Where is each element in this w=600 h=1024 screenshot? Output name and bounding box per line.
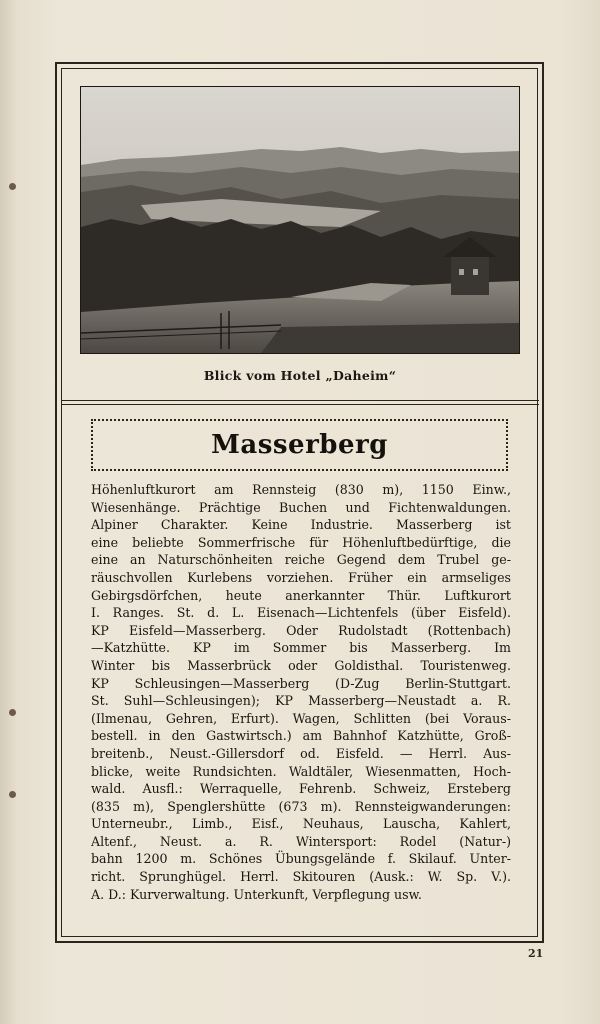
body-line: KP Schleusingen—Masserberg (D-Zug Berlin-Stuttgart.: [91, 675, 511, 691]
body-line: wald. Ausfl.: Werraquelle, Fehrenb. Schweiz, Ersteberg: [91, 781, 511, 797]
section-divider: [61, 404, 539, 405]
body-line: bahn 1200 m. Schönes Übungsgelände f. Skilauf. Unter-: [91, 851, 511, 867]
binding-hole: [9, 709, 16, 716]
body-line: richt. Sprunghügel. Herrl. Skitouren (Ausk.: W. Sp. V.).: [91, 869, 511, 885]
body-line: (Ilmenau, Gehren, Erfurt). Wagen, Schlitten (bei Voraus-: [91, 710, 511, 726]
section-divider: [61, 400, 539, 401]
body-line: eine an Naturschönheiten reiche Gegend dem Trubel ge-: [91, 552, 511, 568]
body-line: —Katzhütte. KP im Sommer bis Masserberg. Im: [91, 640, 511, 656]
body-line: KP Eisfeld—Masserberg. Oder Rudolstadt (Rottenbach): [91, 622, 511, 638]
body-line: Unterneubr., Limb., Eisf., Neuhaus, Lauscha, Kahlert,: [91, 816, 511, 832]
page-number: 21: [528, 947, 544, 960]
binding-hole: [9, 791, 16, 798]
photo-caption: Blick vom Hotel „Daheim“: [203, 368, 397, 383]
page-title: Masserberg: [211, 430, 388, 460]
landscape-photo-image: [81, 87, 519, 353]
body-line: Gebirgsdörfchen, heute anerkannter Thür. Luftkurort: [91, 587, 511, 603]
landscape-photo: [80, 86, 520, 354]
body-line: blicke, weite Rundsichten. Waldtäler, Wiesenmatten, Hoch-: [91, 763, 511, 779]
body-line: Alpiner Charakter. Keine Industrie. Masserberg ist: [91, 517, 511, 533]
body-line: bestell. in den Gastwirtsch.) am Bahnhof Katzhütte, Groß-: [91, 728, 511, 744]
body-line: Altenf., Neust. a. R. Wintersport: Rodel (Natur-): [91, 833, 511, 849]
body-line: A. D.: Kurverwaltung. Unterkunft, Verpflegung usw.: [91, 886, 422, 902]
title-box: [91, 419, 508, 471]
body-text: [91, 481, 511, 903]
body-line: I. Ranges. St. d. L. Eisenach—Lichtenfels (über Eisfeld).: [91, 605, 511, 621]
body-line: St. Suhl—Schleusingen); KP Masserberg—Neustadt a. R.: [91, 693, 511, 709]
body-line: eine beliebte Sommerfrische für Höhenluftbedürftige, die: [91, 534, 511, 550]
body-line: räuschvollen Kurlebens vorziehen. Früher ein armseliges: [91, 569, 511, 585]
body-line: Winter bis Masserbrück oder Goldisthal. Touristenweg.: [91, 657, 511, 673]
body-line: (835 m), Spenglershütte (673 m). Rennsteigwanderungen:: [91, 798, 511, 814]
body-line: breitenb., Neust.-Gillersdorf od. Eisfeld. — Herrl. Aus-: [91, 745, 511, 761]
binding-hole: [9, 183, 16, 190]
body-line: Höhenluftkurort am Rennsteig (830 m), 1150 Einw.,: [91, 482, 511, 497]
body-line: Wiesenhänge. Prächtige Buchen und Fichtenwaldungen.: [91, 499, 511, 515]
